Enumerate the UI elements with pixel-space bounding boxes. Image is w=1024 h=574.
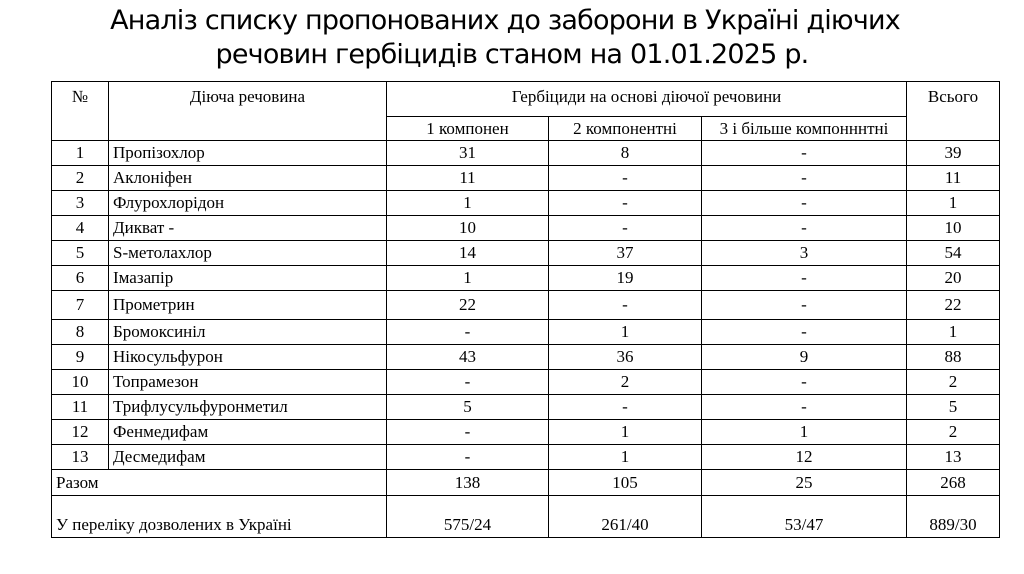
row-number: 11: [52, 395, 109, 420]
substance-name: Топрамезон: [109, 370, 387, 395]
allowed-all: 889/30: [907, 496, 1000, 538]
substance-name: Флурохлорідон: [109, 191, 387, 216]
row-total: 39: [907, 141, 1000, 166]
two-component-count: 19: [549, 266, 702, 291]
row-total: 10: [907, 216, 1000, 241]
two-component-count: 2: [549, 370, 702, 395]
row-total: 2: [907, 370, 1000, 395]
one-component-count: 10: [387, 216, 549, 241]
table-row: [52, 266, 1000, 291]
three-plus-component-count: -: [702, 291, 907, 320]
row-number: 13: [52, 445, 109, 470]
three-plus-component-count: -: [702, 320, 907, 345]
row-number: 5: [52, 241, 109, 266]
two-component-count: -: [549, 166, 702, 191]
one-component-count: 1: [387, 191, 549, 216]
row-total: 1: [907, 320, 1000, 345]
row-number: 4: [52, 216, 109, 241]
two-component-count: -: [549, 291, 702, 320]
one-component-count: -: [387, 420, 549, 445]
table-row: [52, 291, 1000, 320]
three-plus-component-count: 3: [702, 241, 907, 266]
table-body: [52, 141, 1000, 470]
substance-name: Десмедифам: [109, 445, 387, 470]
one-component-count: -: [387, 320, 549, 345]
title-line-1: Аналіз списку пропонованих до заборони в Україні діючих: [110, 5, 900, 36]
table-row: [52, 345, 1000, 370]
row-number: 2: [52, 166, 109, 191]
two-component-count: -: [549, 216, 702, 241]
three-plus-component-count: 12: [702, 445, 907, 470]
one-component-count: 11: [387, 166, 549, 191]
one-component-count: 43: [387, 345, 549, 370]
one-component-count: 31: [387, 141, 549, 166]
row-total: 11: [907, 166, 1000, 191]
two-component-count: 8: [549, 141, 702, 166]
header-herbicide-group: Гербіциди на основі діючої речовини: [387, 82, 907, 117]
two-component-count: 1: [549, 320, 702, 345]
substance-name: Бромоксиніл: [109, 320, 387, 345]
table-row: [52, 216, 1000, 241]
substance-name: Дикват -: [109, 216, 387, 241]
header-one-component: 1 компонен: [387, 117, 549, 141]
three-plus-component-count: -: [702, 166, 907, 191]
substance-name: Імазапір: [109, 266, 387, 291]
row-number: 7: [52, 291, 109, 320]
table-row: [52, 420, 1000, 445]
table-row: [52, 445, 1000, 470]
total-two-component: 105: [549, 470, 702, 496]
row-total: 20: [907, 266, 1000, 291]
header-number: №: [52, 82, 109, 141]
row-total: 88: [907, 345, 1000, 370]
herbicide-table: [51, 81, 1000, 538]
header-three-plus-component: 3 і більше компонннтні: [702, 117, 907, 141]
substance-name: Пропізохлор: [109, 141, 387, 166]
total-label: Разом: [52, 470, 387, 496]
allowed-row: [52, 496, 1000, 538]
total-row: [52, 470, 1000, 496]
total-three-plus-component: 25: [702, 470, 907, 496]
one-component-count: 22: [387, 291, 549, 320]
two-component-count: 37: [549, 241, 702, 266]
two-component-count: -: [549, 395, 702, 420]
allowed-label: У переліку дозволених в Україні: [52, 496, 387, 538]
title-line-2: речовин гербіцидів станом на 01.01.2025 р.: [215, 39, 809, 70]
table-row: [52, 191, 1000, 216]
three-plus-component-count: -: [702, 266, 907, 291]
table-row: [52, 166, 1000, 191]
table-row: [52, 141, 1000, 166]
substance-name: Аклоніфен: [109, 166, 387, 191]
one-component-count: 14: [387, 241, 549, 266]
row-total: 5: [907, 395, 1000, 420]
row-total: 13: [907, 445, 1000, 470]
allowed-three-plus-component: 53/47: [702, 496, 907, 538]
row-total: 54: [907, 241, 1000, 266]
three-plus-component-count: -: [702, 370, 907, 395]
substance-name: Фенмедифам: [109, 420, 387, 445]
header-substance: Діюча речовина: [109, 82, 387, 141]
table-row: [52, 241, 1000, 266]
row-number: 3: [52, 191, 109, 216]
row-total: 2: [907, 420, 1000, 445]
three-plus-component-count: 1: [702, 420, 907, 445]
two-component-count: 36: [549, 345, 702, 370]
three-plus-component-count: -: [702, 395, 907, 420]
substance-name: Трифлусульфуронметил: [109, 395, 387, 420]
row-number: 8: [52, 320, 109, 345]
one-component-count: -: [387, 370, 549, 395]
three-plus-component-count: -: [702, 216, 907, 241]
header-total: Всього: [907, 82, 1000, 141]
row-total: 1: [907, 191, 1000, 216]
table-row: [52, 320, 1000, 345]
header-two-component: 2 компонентні: [549, 117, 702, 141]
page-title: [0, 4, 1024, 72]
row-number: 6: [52, 266, 109, 291]
row-number: 1: [52, 141, 109, 166]
row-number: 10: [52, 370, 109, 395]
row-total: 22: [907, 291, 1000, 320]
two-component-count: -: [549, 191, 702, 216]
substance-name: Нікосульфурон: [109, 345, 387, 370]
one-component-count: -: [387, 445, 549, 470]
two-component-count: 1: [549, 420, 702, 445]
two-component-count: 1: [549, 445, 702, 470]
table-row: [52, 370, 1000, 395]
three-plus-component-count: -: [702, 141, 907, 166]
allowed-one-component: 575/24: [387, 496, 549, 538]
row-number: 9: [52, 345, 109, 370]
three-plus-component-count: 9: [702, 345, 907, 370]
row-number: 12: [52, 420, 109, 445]
one-component-count: 1: [387, 266, 549, 291]
table-row: [52, 395, 1000, 420]
substance-name: Прометрин: [109, 291, 387, 320]
allowed-two-component: 261/40: [549, 496, 702, 538]
total-all: 268: [907, 470, 1000, 496]
substance-name: S-метолахлор: [109, 241, 387, 266]
total-one-component: 138: [387, 470, 549, 496]
three-plus-component-count: -: [702, 191, 907, 216]
one-component-count: 5: [387, 395, 549, 420]
